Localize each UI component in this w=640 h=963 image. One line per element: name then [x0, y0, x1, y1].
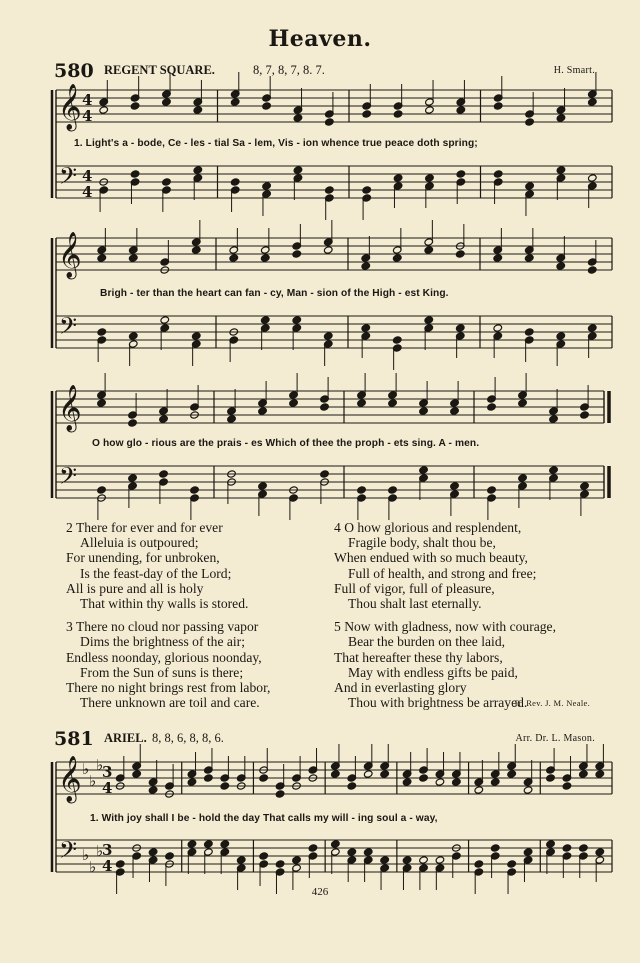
hymn-581-header: [0, 728, 640, 748]
note-head: [363, 770, 373, 778]
note-head: [148, 848, 158, 856]
note-head: [525, 182, 535, 190]
verse-line: There no night brings rest from labor,: [66, 680, 271, 696]
note-head: [128, 254, 138, 262]
note-head: [275, 790, 285, 798]
note-head: [160, 316, 170, 324]
note-head: [524, 328, 534, 336]
note-head: [474, 786, 484, 794]
time-signature: 4: [102, 857, 113, 875]
note-head: [524, 254, 534, 262]
bass-clef: 𝄢: [59, 312, 78, 345]
stanza-5: [334, 619, 556, 710]
verse-line: Thou shalt last eternally.: [348, 596, 482, 612]
note-head: [236, 856, 246, 864]
note-head: [325, 186, 335, 194]
note-head: [402, 856, 412, 864]
verse-line: Full of vigor, full of pleasure,: [334, 580, 495, 596]
note-head: [525, 118, 535, 126]
bass-clef: 𝄢: [59, 462, 78, 495]
note-head: [259, 774, 269, 782]
note-head: [361, 262, 371, 270]
note-head: [435, 856, 445, 864]
stanza-3: [66, 619, 270, 710]
note-head: [187, 840, 197, 848]
note-head: [393, 110, 403, 118]
note-head: [362, 186, 372, 194]
note-head: [452, 778, 462, 786]
bass-clef: 𝄢: [59, 836, 78, 869]
time-signature: 4: [102, 779, 113, 797]
note-head: [323, 246, 333, 254]
note-head: [588, 98, 598, 106]
lyric-line-3: O how glo - rious are the prais - es Which of thee the proph - ets sing. A - men.: [92, 438, 480, 449]
note-head: [588, 174, 598, 182]
treble-clef: 𝄞: [58, 84, 82, 130]
verse-line: Dims the brightness of the air;: [80, 634, 245, 650]
section-title: Heaven.: [268, 26, 372, 52]
note-head: [562, 782, 572, 790]
time-signature: 4: [82, 107, 93, 125]
note-head: [259, 852, 269, 860]
note-head: [320, 403, 330, 411]
note-head: [193, 106, 203, 114]
note-head: [258, 482, 268, 490]
lyric-line-1: 1. Light's a - bode, Ce - les - tial Sa - lem, Vis - ion whence true peace doth spring;: [74, 138, 478, 149]
tune-name: ARIEL.: [104, 731, 147, 745]
note-head: [289, 399, 299, 407]
note-head: [227, 415, 237, 423]
flat-sign: ♭: [96, 756, 104, 774]
note-head: [260, 316, 270, 324]
note-head: [392, 336, 402, 344]
time-signature: 4: [82, 91, 93, 109]
note-head: [230, 178, 240, 186]
note-head: [204, 840, 214, 848]
note-head: [595, 770, 605, 778]
verse-line: 4 O how glorious and resplendent,: [334, 520, 522, 535]
note-head: [230, 98, 240, 106]
note-head: [549, 466, 559, 474]
note-head: [450, 407, 460, 415]
note-head: [262, 102, 272, 110]
note-head: [204, 774, 214, 782]
verse-line: 2 There for ever and for ever: [66, 520, 223, 535]
note-head: [546, 774, 556, 782]
stanza-2: [66, 520, 270, 611]
note-head: [493, 102, 503, 110]
note-head: [587, 324, 597, 332]
flat-sign: ♭: [82, 846, 90, 864]
verse-line: 5 Now with gladness, now with courage,: [334, 619, 556, 635]
note-head: [455, 250, 465, 258]
treble-clef: 𝄞: [58, 385, 82, 431]
note-head: [507, 770, 517, 778]
hymn-number: 581: [54, 728, 94, 750]
note-head: [450, 482, 460, 490]
note-head: [187, 778, 197, 786]
note-head: [493, 324, 503, 332]
note-head: [474, 860, 484, 868]
note-head: [293, 114, 303, 122]
note-head: [556, 166, 566, 174]
verse-line: There unknown are toil and care.: [80, 695, 260, 711]
note-head: [258, 407, 268, 415]
note-head: [419, 466, 429, 474]
verses-left-column: [66, 520, 270, 718]
note-head: [165, 852, 175, 860]
note-head: [132, 770, 142, 778]
note-head: [562, 844, 572, 852]
note-head: [130, 102, 140, 110]
verse-line: When endued with so much beauty,: [334, 550, 528, 566]
note-head: [546, 840, 556, 848]
note-head: [419, 407, 429, 415]
note-head: [97, 254, 107, 262]
verse-line: Alleluia is outpoured;: [80, 535, 199, 551]
time-signature: 3: [102, 763, 113, 781]
verse-line: Fragile body, shalt thou be,: [348, 535, 496, 551]
note-head: [361, 324, 371, 332]
note-head: [97, 486, 107, 494]
note-head: [97, 328, 107, 336]
note-head: [191, 246, 201, 254]
note-head: [97, 399, 107, 407]
note-head: [425, 174, 435, 182]
note-head: [262, 182, 272, 190]
note-head: [347, 782, 357, 790]
lyric-line-2: Brigh - ter than the heart can fan - cy, Man - sion of the High - est King.: [100, 288, 449, 299]
note-head: [518, 399, 528, 407]
verse-line: From the Sun of suns is there;: [80, 664, 244, 680]
note-head: [392, 254, 402, 262]
note-head: [419, 856, 429, 864]
note-head: [595, 848, 605, 856]
verse-line: That hereafter these thy labors,: [334, 649, 503, 665]
note-head: [128, 332, 138, 340]
verse-line: That within thy walls is stored.: [80, 596, 249, 612]
verse-line: Full of health, and strong and free;: [348, 565, 537, 581]
bass-clef: 𝄢: [59, 162, 78, 195]
note-head: [580, 411, 590, 419]
note-head: [357, 486, 367, 494]
note-head: [229, 254, 239, 262]
note-head: [456, 170, 466, 178]
note-head: [292, 250, 302, 258]
note-head: [402, 778, 412, 786]
page-number: 426: [311, 886, 329, 898]
note-head: [275, 860, 285, 868]
note-head: [220, 782, 230, 790]
note-head: [380, 856, 390, 864]
verse-line: Is the feast-day of the Lord;: [80, 565, 232, 581]
note-head: [191, 332, 201, 340]
note-head: [487, 403, 497, 411]
meter: 8, 8, 6, 8, 8, 6.: [152, 731, 224, 745]
lyric-line-581: 1. With joy shall I be - hold the day That calls my will - ing soul a - way,: [90, 813, 438, 824]
note-head: [325, 118, 335, 126]
flat-sign: ♭: [82, 760, 90, 778]
note-head: [523, 848, 533, 856]
verse-line: All is pure and all is holy: [66, 580, 204, 596]
note-head: [579, 770, 589, 778]
note-head: [159, 470, 169, 478]
note-head: [115, 860, 125, 868]
note-head: [556, 262, 566, 270]
note-head: [487, 486, 497, 494]
note-head: [128, 474, 138, 482]
note-head: [493, 170, 503, 178]
note-head: [549, 415, 559, 423]
note-head: [490, 778, 500, 786]
note-head: [419, 774, 429, 782]
note-head: [128, 419, 138, 427]
tune-name: REGENT SQUARE.: [104, 63, 215, 77]
note-head: [424, 316, 434, 324]
note-head: [347, 848, 357, 856]
note-head: [99, 106, 109, 114]
note-head: [493, 254, 503, 262]
verse-line: Bear the burden on thee laid,: [348, 634, 506, 650]
treble-clef: 𝄞: [58, 232, 82, 278]
flat-sign: ♭: [96, 842, 104, 860]
flat-sign: ♭: [89, 858, 97, 876]
time-signature: 3: [102, 841, 113, 859]
verses-right-column: [334, 520, 556, 718]
note-head: [435, 778, 445, 786]
note-head: [293, 166, 303, 174]
verse-line: 3 There no cloud nor passing vapor: [66, 619, 259, 635]
note-head: [292, 316, 302, 324]
verse-line: For unending, for unbroken,: [66, 550, 220, 566]
time-signature: 4: [82, 167, 93, 185]
note-head: [148, 786, 158, 794]
verse-line: Thou with brightness be arrayed.: [348, 695, 528, 711]
note-head: [362, 110, 372, 118]
note-head: [193, 166, 203, 174]
verse-line: Endless noonday, glorious noonday,: [66, 649, 262, 665]
note-head: [320, 470, 330, 478]
note-head: [556, 114, 566, 122]
note-head: [424, 246, 434, 254]
note-head: [556, 332, 566, 340]
note-head: [220, 840, 230, 848]
note-head: [292, 856, 302, 864]
note-head: [162, 178, 172, 186]
verse-line: And in everlasting glory: [334, 680, 467, 696]
meter: 8, 7, 8, 7, 8. 7.: [253, 63, 325, 77]
note-head: [507, 860, 517, 868]
note-head: [580, 482, 590, 490]
flat-sign: ♭: [89, 772, 97, 790]
note-head: [388, 486, 398, 494]
note-head: [130, 170, 140, 178]
note-head: [455, 324, 465, 332]
treble-clef: 𝄞: [58, 756, 82, 802]
translator-credit: Tr. Rev. J. M. Neale.: [513, 698, 590, 708]
note-head: [393, 174, 403, 182]
note-head: [579, 844, 589, 852]
note-head: [190, 486, 200, 494]
verse-line: May with endless gifts be paid,: [348, 664, 518, 680]
note-head: [260, 254, 270, 262]
composer: H. Smart.: [553, 65, 595, 76]
note-head: [363, 848, 373, 856]
stanza-4: [334, 520, 556, 611]
note-head: [456, 106, 466, 114]
note-head: [323, 332, 333, 340]
note-head: [490, 844, 500, 852]
composer: Arr. Dr. L. Mason.: [515, 733, 595, 744]
note-head: [388, 399, 398, 407]
note-head: [331, 770, 341, 778]
time-signature: 4: [82, 183, 93, 201]
note-head: [587, 266, 597, 274]
note-head: [357, 399, 367, 407]
note-head: [162, 98, 172, 106]
hymn-number: 580: [54, 60, 94, 82]
note-head: [425, 106, 435, 114]
note-head: [518, 474, 528, 482]
note-head: [308, 844, 318, 852]
note-head: [159, 415, 169, 423]
note-head: [380, 770, 390, 778]
note-head: [523, 786, 533, 794]
note-head: [331, 840, 341, 848]
